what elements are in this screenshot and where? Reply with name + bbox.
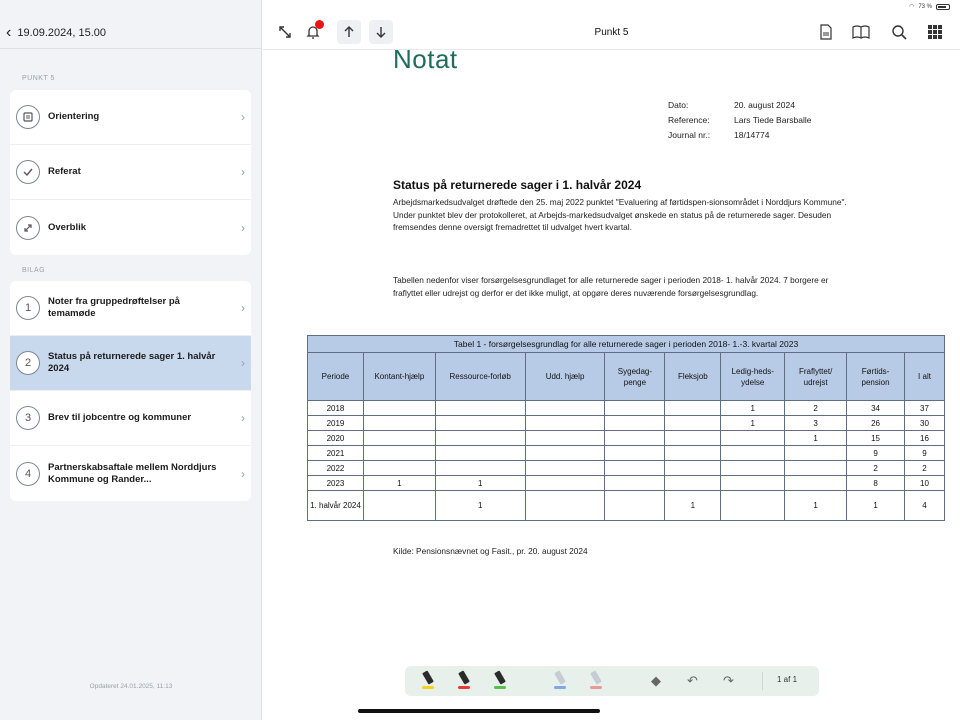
table-cell — [721, 431, 785, 446]
chevron-right-icon: › — [241, 301, 245, 315]
table-cell: 26 — [847, 416, 905, 431]
chevron-right-icon: › — [241, 356, 245, 370]
table-cell: 3 — [785, 416, 847, 431]
table-cell — [721, 446, 785, 461]
sidebar-item-bilag-2[interactable] — [10, 336, 251, 391]
table-caption: Tabel 1 - forsørgelsesgrundlag for alle returnerede sager i perioden 2018- 1.-3. kvartal 2023 — [308, 336, 945, 353]
table-cell — [605, 431, 665, 446]
table-header-cell: Sygedag-penge — [605, 353, 665, 401]
meta-value: Lars Tiede Barsballe — [734, 115, 812, 125]
document-paragraph: Tabellen nedenfor viser forsørgelsesgrundlaget for alle returnerede sager i perioden 2018- 1. halvår 2024. 7 borgere er fraflyttet eller udrejst og derfor er det ikke muligt, at opgøre deres nuværende forsørgelsesgrundlag. — [393, 275, 829, 298]
sidebar-item-bilag-1[interactable] — [10, 281, 251, 336]
sidebar-item-overblik[interactable] — [10, 200, 251, 255]
table-cell: 2018 — [308, 401, 364, 416]
table-cell — [363, 491, 435, 521]
table-cell: 1 — [721, 401, 785, 416]
sidebar-item-bilag-3[interactable] — [10, 391, 251, 446]
number-badge: 2 — [16, 351, 40, 375]
grid-icon[interactable] — [923, 20, 947, 44]
table-cell: 1. halvår 2024 — [308, 491, 364, 521]
battery-icon — [936, 4, 950, 10]
updated-timestamp: Opdateret 24.01.2025, 11:13 — [89, 683, 173, 690]
table-source: Kilde: Pensionsnævnet og Fasit., pr. 20. august 2024 — [393, 546, 588, 556]
document-heading: Status på returnerede sager i 1. halvår 2024 — [393, 178, 642, 192]
sidebar-item-orientering[interactable] — [10, 90, 251, 145]
page-indicator: 1 af 1 — [777, 675, 798, 684]
document-meta — [668, 98, 812, 143]
sidebar-item-referat[interactable] — [10, 145, 251, 200]
pen-color-swatch — [554, 686, 566, 689]
meta-key: Reference: — [668, 115, 710, 125]
section-label-bilag: BILAG — [22, 267, 46, 274]
table-cell — [525, 476, 605, 491]
table-cell — [435, 461, 525, 476]
table-cell — [525, 491, 605, 521]
sidebar — [0, 0, 262, 720]
pen-color-swatch — [458, 686, 470, 689]
sidebar-item-label: Brev til jobcentre og kommuner — [48, 412, 192, 423]
table-cell — [721, 476, 785, 491]
chevron-right-icon: › — [241, 220, 245, 235]
table-cell — [435, 401, 525, 416]
table-cell — [785, 476, 847, 491]
table-cell — [525, 446, 605, 461]
sidebar-divider — [0, 48, 262, 49]
info-list-icon — [16, 105, 40, 129]
expand-icon — [16, 216, 40, 240]
table-cell — [665, 461, 721, 476]
table-cell: 4 — [905, 491, 945, 521]
chevron-right-icon: › — [241, 165, 245, 179]
table-cell — [605, 491, 665, 521]
sidebar-item-label: Referat — [48, 166, 81, 177]
table-cell: 2019 — [308, 416, 364, 431]
punkt-list — [10, 90, 251, 255]
sidebar-item-label: Partnerskabsaftale mellem Norddjurs Kommune og Rander... — [48, 461, 217, 485]
table-cell — [363, 446, 435, 461]
table-cell — [363, 431, 435, 446]
meta-key: Journal nr.: — [668, 130, 711, 140]
table-cell — [435, 431, 525, 446]
undo-icon[interactable]: ↶ — [687, 673, 698, 688]
table-cell — [785, 461, 847, 476]
table-cell: 2 — [847, 461, 905, 476]
table-cell: 2 — [905, 461, 945, 476]
meta-row — [668, 113, 812, 128]
table-cell: 1 — [363, 476, 435, 491]
number-badge: 1 — [16, 296, 40, 320]
table-cell: 2021 — [308, 446, 364, 461]
table-cell: 9 — [905, 446, 945, 461]
pen-yellow[interactable] — [421, 671, 435, 691]
wifi-icon: ◠ — [909, 4, 915, 10]
battery-percent: 73 % — [918, 3, 932, 10]
table-cell: 2 — [785, 401, 847, 416]
table-row — [308, 431, 945, 446]
meta-row — [668, 98, 812, 113]
table-cell — [665, 416, 721, 431]
table-cell: 8 — [847, 476, 905, 491]
table-cell — [605, 461, 665, 476]
table-row — [308, 476, 945, 491]
table-cell — [525, 401, 605, 416]
table-cell: 1 — [721, 416, 785, 431]
table-header-cell: Udd. hjælp — [525, 353, 605, 401]
document-icon[interactable] — [814, 20, 838, 44]
document-logo-title: Notat — [393, 44, 458, 74]
meta-row — [668, 128, 812, 143]
table-cell: 30 — [905, 416, 945, 431]
meta-key: Dato: — [668, 100, 689, 110]
table-cell: 2020 — [308, 431, 364, 446]
table-cell: 2022 — [308, 461, 364, 476]
table-cell — [665, 476, 721, 491]
checkmark-icon — [16, 160, 40, 184]
table-cell — [363, 416, 435, 431]
table-cell: 1 — [785, 431, 847, 446]
table-header-cell: I alt — [905, 353, 945, 401]
section-label-punkt: PUNKT 5 — [22, 75, 55, 82]
data-table — [307, 335, 945, 521]
home-indicator[interactable] — [358, 709, 600, 713]
table-header-cell: Kontant-hjælp — [363, 353, 435, 401]
table-cell: 9 — [847, 446, 905, 461]
table-cell: 1 — [435, 476, 525, 491]
table-row — [308, 491, 945, 521]
pen-color-swatch — [494, 686, 506, 689]
search-icon[interactable] — [887, 20, 911, 44]
document-paragraph: Arbejdsmarkedsudvalget drøftede den 25. maj 2022 punktet "Evaluering af førtidspen-sionsområdet i Norddjurs Kommune". Under punktet blev der protokolleret, at Arbejds-markedsudvalget ønskede en status på de returnerede sager. Desuden fremsendes denne oversigt fremadrettet til udvalget hvert kvartal. — [393, 197, 847, 232]
table-cell — [605, 416, 665, 431]
table-cell: 2023 — [308, 476, 364, 491]
table-row — [308, 401, 945, 416]
table-cell — [435, 416, 525, 431]
pen-color-swatch — [422, 686, 434, 689]
book-icon[interactable] — [849, 20, 873, 44]
sidebar-item-label: Status på returnerede sager 1. halvår 2024 — [48, 351, 216, 374]
highlighter-pink[interactable] — [589, 671, 603, 691]
pen-green[interactable] — [493, 671, 507, 691]
number-badge: 4 — [16, 462, 40, 486]
eraser-icon[interactable]: ◆ — [651, 673, 661, 688]
annotation-toolbar — [405, 666, 819, 696]
top-toolbar — [263, 14, 960, 50]
meta-value: 20. august 2024 — [734, 100, 795, 110]
table-cell — [665, 431, 721, 446]
table-cell: 37 — [905, 401, 945, 416]
table-cell — [525, 416, 605, 431]
redo-icon[interactable]: ↷ — [723, 673, 734, 688]
number-badge: 3 — [16, 406, 40, 430]
sidebar-item-bilag-4[interactable] — [10, 446, 251, 501]
table-row — [308, 446, 945, 461]
back-button-label: 19.09.2024, 15.00 — [17, 27, 107, 39]
table-header-cell: Fleksjob — [665, 353, 721, 401]
table-cell — [665, 401, 721, 416]
table-cell: 10 — [905, 476, 945, 491]
table-cell — [435, 446, 525, 461]
table-cell: 16 — [905, 431, 945, 446]
table-cell: 15 — [847, 431, 905, 446]
chevron-left-icon: ‹ — [6, 24, 12, 41]
table-cell: 1 — [785, 491, 847, 521]
chevron-right-icon: › — [241, 466, 245, 481]
table-cell — [525, 461, 605, 476]
status-right — [909, 3, 950, 10]
table-cell: 1 — [435, 491, 525, 521]
table-cell — [785, 446, 847, 461]
sidebar-item-label: Orientering — [48, 111, 100, 122]
chevron-right-icon: › — [241, 411, 245, 425]
table-row — [308, 461, 945, 476]
table-row — [308, 416, 945, 431]
table-cell — [605, 476, 665, 491]
table-cell — [605, 401, 665, 416]
highlighter-blue[interactable] — [553, 671, 567, 691]
bilag-list — [10, 281, 251, 501]
sidebar-item-label: Overblik — [48, 221, 87, 233]
table-header-cell: Ledig-heds-ydelse — [721, 353, 785, 401]
sidebar-item-label: Noter fra gruppedrøftelser på temamøde — [48, 296, 180, 319]
toolbar-divider — [762, 672, 763, 690]
table-header-row — [308, 353, 945, 401]
table-cell — [665, 446, 721, 461]
table-cell: 1 — [665, 491, 721, 521]
table-header-cell: Ressource-forløb — [435, 353, 525, 401]
chevron-right-icon: › — [241, 110, 245, 124]
table-cell — [721, 491, 785, 521]
table-cell — [605, 446, 665, 461]
page-title: Punkt 5 — [594, 27, 629, 38]
document-viewer[interactable] — [263, 44, 960, 720]
meta-value: 18/14774 — [734, 130, 770, 140]
table-cell — [525, 431, 605, 446]
back-button[interactable] — [6, 24, 106, 42]
table-cell: 1 — [847, 491, 905, 521]
table-cell — [363, 401, 435, 416]
pen-color-swatch — [590, 686, 602, 689]
table-header-cell: Periode — [308, 353, 364, 401]
pen-red[interactable] — [457, 671, 471, 691]
table-cell — [721, 461, 785, 476]
table-header-cell: Førtids-pension — [847, 353, 905, 401]
table-cell: 34 — [847, 401, 905, 416]
table-cell — [363, 461, 435, 476]
table-header-cell: Fraflyttet/ udrejst — [785, 353, 847, 401]
